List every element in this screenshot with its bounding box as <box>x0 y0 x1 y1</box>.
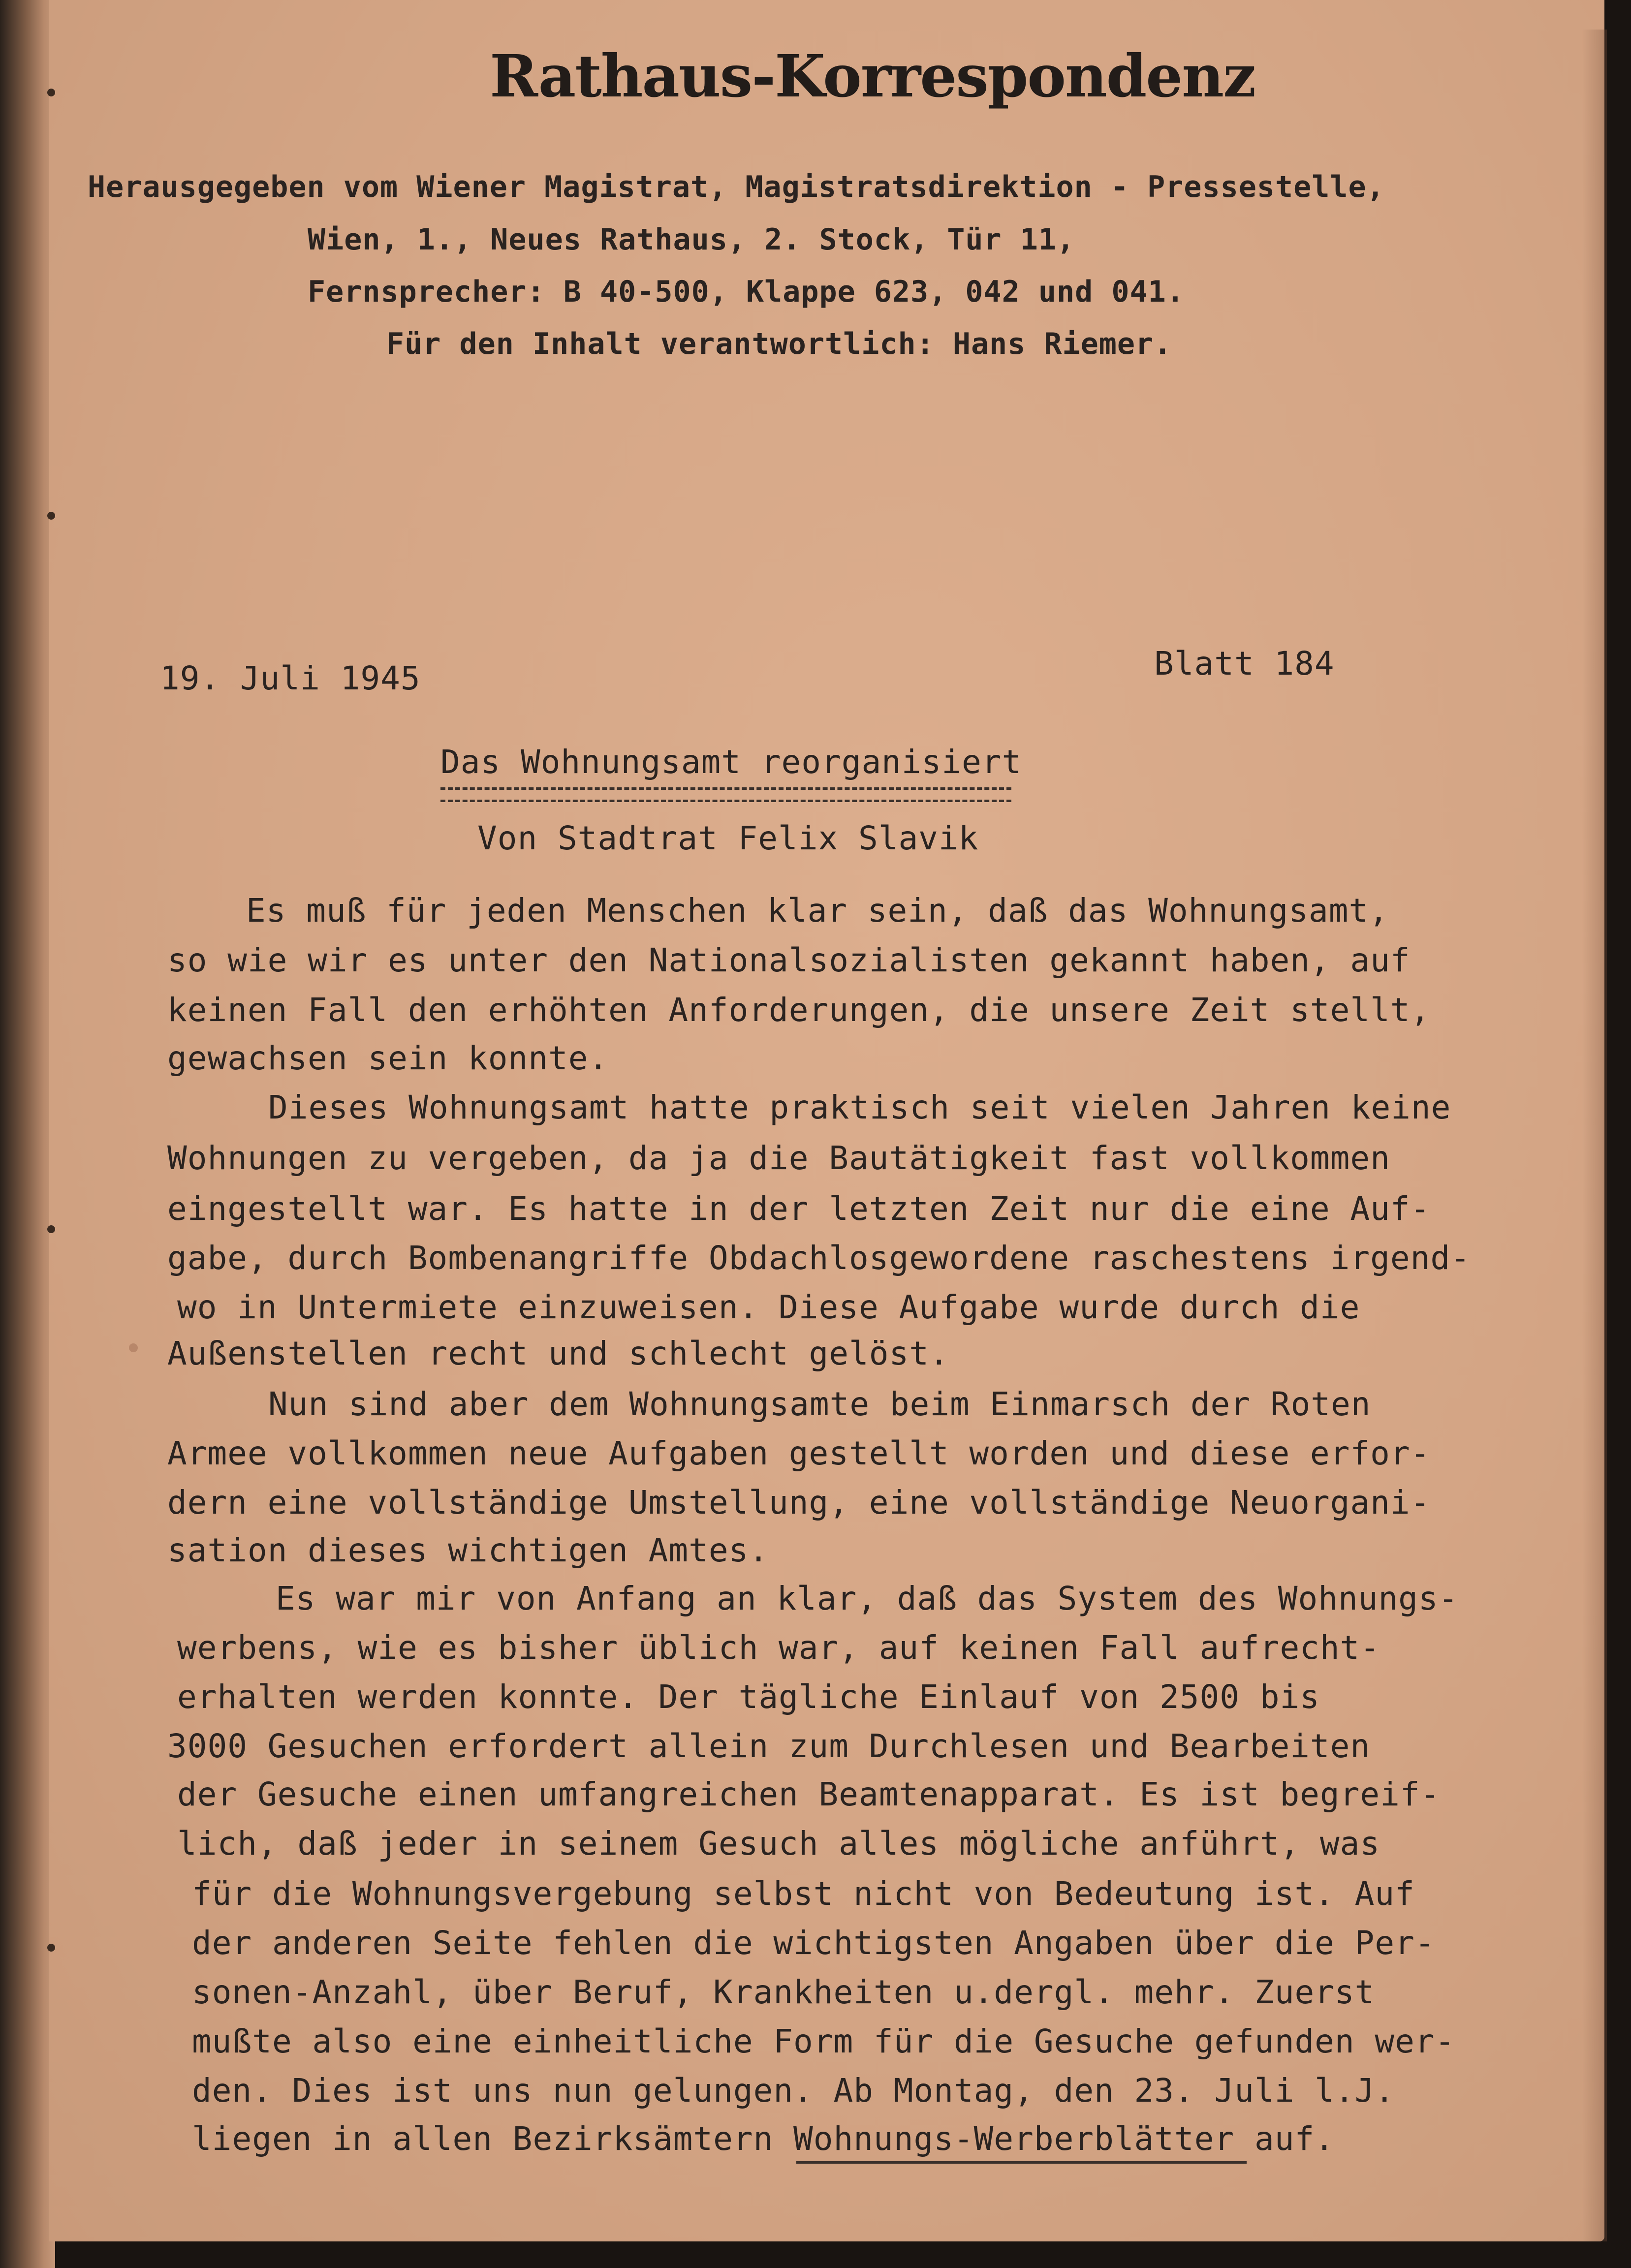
issue-date: 19. Juli 1945 <box>160 659 421 697</box>
body-line: 3000 Gesuchen erfordert allein zum Durchlesen und Bearbeiten <box>167 1727 1371 1765</box>
article-title: Das Wohnungsamt reorganisiert <box>440 743 1022 781</box>
phone-line: Fernsprecher: B 40-500, Klappe 623, 042 und 041. <box>308 275 1185 309</box>
body-line: wo in Untermiete einzuweisen. Diese Aufgabe wurde durch die <box>177 1288 1360 1326</box>
body-line: eingestellt war. Es hatte in der letzten Zeit nur die eine Auf- <box>167 1190 1431 1228</box>
responsible-line: Für den Inhalt verantwortlich: Hans Riemer. <box>386 327 1172 361</box>
body-line: keinen Fall den erhöhten Anforderungen, die unsere Zeit stellt, <box>167 991 1431 1029</box>
body-line: dern eine vollständige Umstellung, eine vollständige Neuorgani- <box>167 1484 1431 1522</box>
body-line: liegen in allen Bezirksämtern Wohnungs-Werberblätter auf. <box>192 2120 1335 2158</box>
masthead-title: Rathaus-Korrespondenz <box>490 42 1255 110</box>
body-line: den. Dies ist uns nun gelungen. Ab Montag, den 23. Juli l.J. <box>192 2072 1395 2110</box>
body-line: Armee vollkommen neue Aufgaben gestellt worden und diese erfor- <box>167 1434 1431 1472</box>
body-line: Nun sind aber dem Wohnungsamte beim Einmarsch der Roten <box>268 1385 1371 1423</box>
body-line: für die Wohnungsvergebung selbst nicht von Bedeutung ist. Auf <box>192 1875 1415 1913</box>
body-line: lich, daß jeder in seinem Gesuch alles mögliche anführt, was <box>177 1825 1380 1863</box>
body-line: so wie wir es unter den Nationalsozialisten gekannt haben, auf <box>167 941 1411 979</box>
body-line: Wohnungen zu vergeben, da ja die Bautätigkeit fast vollkommen <box>167 1139 1390 1177</box>
body-line: der Gesuche einen umfangreichen Beamtenapparat. Es ist begreif- <box>177 1775 1441 1813</box>
body-line: gewachsen sein konnte. <box>167 1039 609 1077</box>
body-line: erhalten werden konnte. Der tägliche Einlauf von 2500 bis <box>177 1678 1320 1716</box>
binding-stitch <box>47 1944 55 1952</box>
article-byline: Von Stadtrat Felix Slavik <box>477 819 979 857</box>
body-line: Es war mir von Anfang an klar, daß das System des Wohnungs- <box>276 1580 1459 1617</box>
body-line: der anderen Seite fehlen die wichtigsten Angaben über die Per- <box>192 1924 1435 1962</box>
title-double-underline <box>440 787 1011 802</box>
binding-stitch <box>47 89 55 96</box>
body-line: sonen-Anzahl, über Beruf, Krankheiten u.dergl. mehr. Zuerst <box>192 1973 1375 2011</box>
body-line: Dieses Wohnungsamt hatte praktisch seit vielen Jahren keine <box>268 1088 1451 1126</box>
sheet-number: Blatt 184 <box>1154 645 1335 683</box>
body-line: werbens, wie es bisher üblich war, auf keinen Fall aufrecht- <box>177 1629 1380 1667</box>
punch-hole <box>129 1343 138 1352</box>
book-binding <box>0 0 55 2268</box>
body-line: gabe, durch Bombenangriffe Obdachlosgewordene raschestens irgend- <box>167 1239 1471 1277</box>
body-line: Außenstellen recht und schlecht gelöst. <box>167 1335 949 1372</box>
address-line: Wien, 1., Neues Rathaus, 2. Stock, Tür 11, <box>308 222 1075 257</box>
form-name-underline <box>796 2161 1247 2164</box>
binding-stitch <box>47 512 55 520</box>
publisher-line: Herausgegeben vom Wiener Magistrat, Magistratsdirektion - Pressestelle, <box>88 170 1385 204</box>
body-line: Es muß für jeden Menschen klar sein, daß das Wohnungsamt, <box>246 892 1389 930</box>
binding-stitch <box>47 1225 55 1233</box>
body-line: mußte also eine einheitliche Form für die Gesuche gefunden wer- <box>192 2022 1455 2060</box>
sheet-edge-shadow <box>1582 30 1607 2241</box>
body-line: sation dieses wichtigen Amtes. <box>167 1531 769 1569</box>
